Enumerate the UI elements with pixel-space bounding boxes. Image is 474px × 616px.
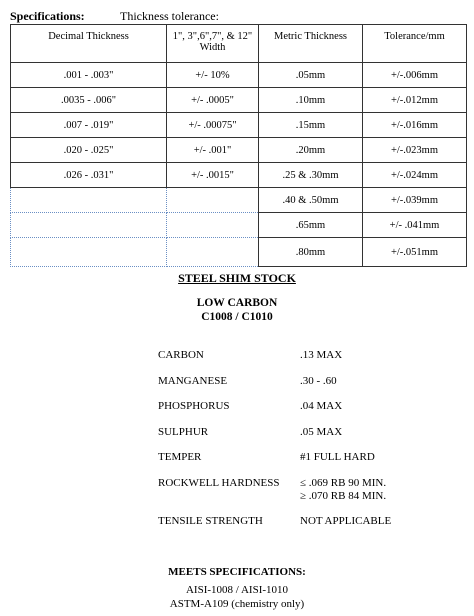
table-cell: .25 & .30mm [259,163,363,188]
grade-line-1: LOW CARBON [196,297,278,309]
specifications-label: Specifications: [10,9,85,23]
empty-cell [167,238,259,267]
table-row [11,238,467,267]
thickness-tolerance-label: Thickness tolerance: [120,9,219,23]
property-value: .13 MAX [300,349,343,361]
table-cell: +/-.024mm [363,163,467,188]
table-cell: .40 & .50mm [259,188,363,213]
table-cell: .15mm [259,113,363,138]
property-name: TENSILE STRENGTH [158,515,263,527]
column-header: Decimal Thickness [11,25,167,63]
property-row-tensile-strength [158,515,474,529]
property-name: PHOSPHORUS [158,400,230,412]
table-cell: .0035 - .006" [11,88,167,113]
table-cell: .001 - .003" [11,63,167,88]
table-header-row [11,25,467,63]
empty-cell [167,213,259,238]
table-cell: .10mm [259,88,363,113]
property-name: CARBON [158,349,204,361]
meets-specifications-title: MEETS SPECIFICATIONS: [168,566,306,578]
table-cell: +/- .0005" [167,88,259,113]
table-cell: +/-.039mm [363,188,467,213]
property-row-carbon [158,349,474,363]
table-cell: +/- .0015" [167,163,259,188]
table-cell: +/- 10% [167,63,259,88]
table-cell: +/-.016mm [363,113,467,138]
table-cell: +/-.006mm [363,63,467,88]
table-cell: .80mm [259,238,363,267]
table-row [11,213,467,238]
property-value-secondary: ≥ .070 RB 84 MIN. [300,490,387,502]
property-value: .05 MAX [300,426,343,438]
table-cell: +/-.051mm [363,238,467,267]
column-header: 1", 3",6",7", & 12" Width [167,25,259,63]
top-line [0,9,474,23]
property-value: #1 FULL HARD [300,451,375,463]
property-row-phosphorus [158,400,474,414]
table-cell: +/-.023mm [363,138,467,163]
table-cell: +/- .001" [167,138,259,163]
table-row [11,113,467,138]
property-value: NOT APPLICABLE [300,515,392,527]
standard-line-1: AISI-1008 / AISI-1010 [185,584,289,596]
empty-cell [11,213,167,238]
tolerance-table [10,24,467,267]
table-cell: .20mm [259,138,363,163]
property-name: ROCKWELL HARDNESS [158,477,280,489]
property-name: TEMPER [158,451,202,463]
table-cell: .05mm [259,63,363,88]
empty-cell [11,188,167,213]
table-cell: +/-.012mm [363,88,467,113]
property-row-manganese [158,375,474,389]
property-row-sulphur [158,426,474,440]
table-cell: .65mm [259,213,363,238]
table-row [11,88,467,113]
table-row [11,163,467,188]
property-value: ≤ .069 RB 90 MIN. [300,477,387,489]
table-cell: .020 - .025" [11,138,167,163]
table-cell: .026 - .031" [11,163,167,188]
grade-line-2: C1008 / C1010 [201,311,273,323]
property-value: .30 - .60 [300,375,337,387]
property-row-rockwell-hardness [158,477,474,505]
empty-cell [167,188,259,213]
table-row [11,63,467,88]
shim-stock-title: STEEL SHIM STOCK [178,271,296,285]
table-cell: .007 - .019" [11,113,167,138]
table-row [11,188,467,213]
standard-line-2: ASTM-A109 (chemistry only) [169,598,305,610]
table-cell: +/- .00075" [167,113,259,138]
table-row [11,138,467,163]
property-row-temper [158,451,474,465]
empty-cell [11,238,167,267]
property-name: SULPHUR [158,426,209,438]
column-header: Metric Thickness [259,25,363,63]
property-name: MANGANESE [158,375,228,387]
property-value: .04 MAX [300,400,343,412]
column-header: Tolerance/mm [363,25,467,63]
table-cell: +/- .041mm [363,213,467,238]
